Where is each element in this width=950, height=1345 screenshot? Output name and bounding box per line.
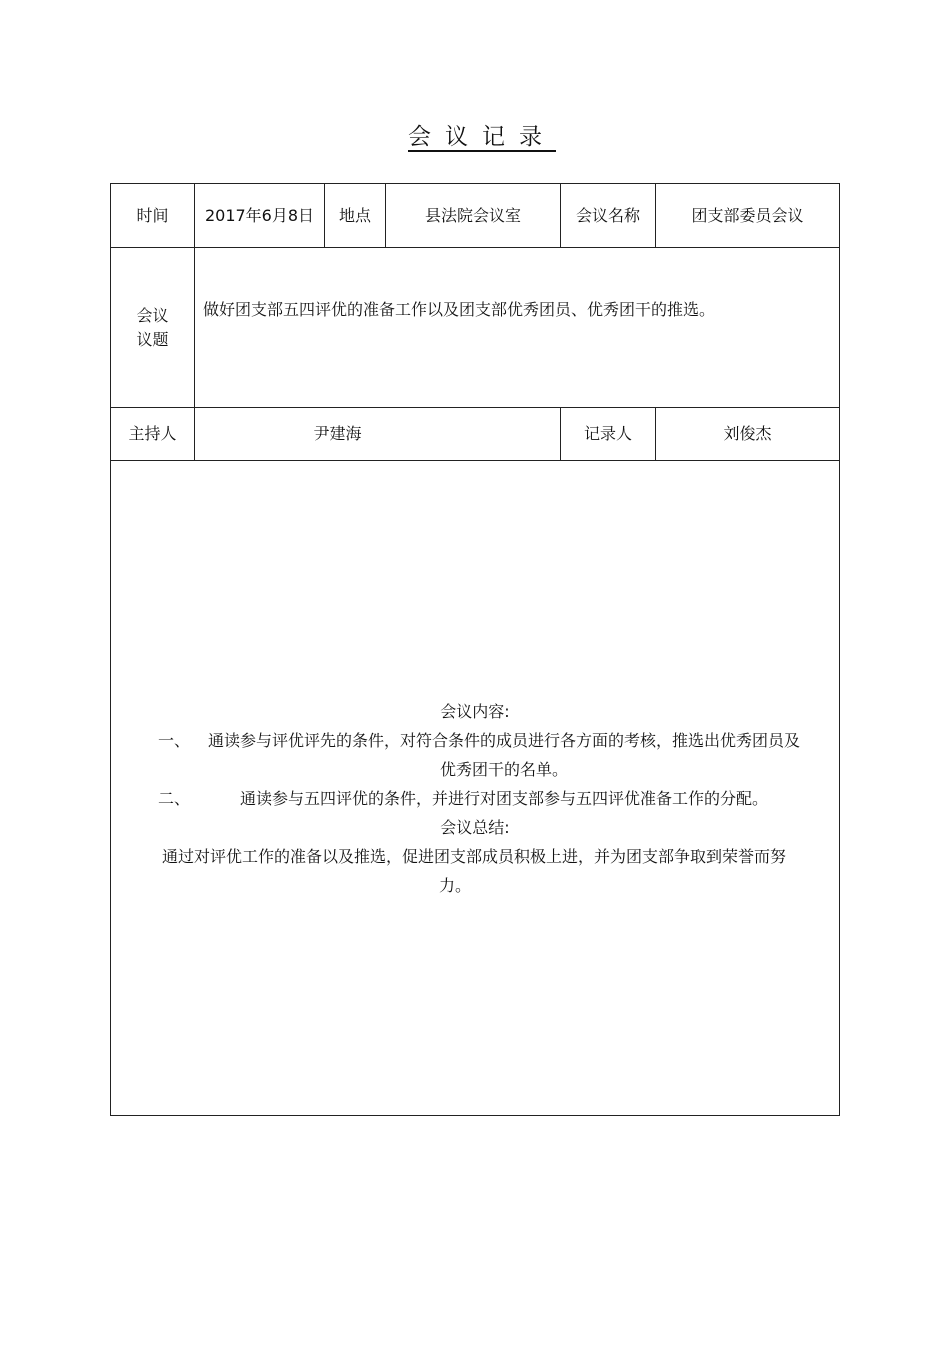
meeting-name-label: 会议名称	[561, 184, 656, 248]
place-value: 县法院会议室	[386, 184, 561, 248]
table-row	[111, 461, 840, 1116]
table-row	[111, 408, 840, 461]
recorder-value: 刘俊杰	[656, 408, 840, 461]
list-item-text: 通读参与五四评优的条件，并进行对团支部参与五四评优准备工作的分配。	[239, 788, 768, 808]
topic-value-text: 做好团支部五四评优的准备工作以及团支部优秀团员、优秀团干的推选。	[203, 299, 716, 319]
table-row	[111, 184, 840, 248]
host-value: 尹建海	[195, 408, 561, 461]
place-label: 地点	[325, 184, 386, 248]
list-item	[119, 726, 831, 784]
time-value: 2017年6月8日	[195, 184, 325, 248]
list-item	[119, 784, 831, 813]
list-item-number: 二、	[157, 788, 190, 808]
host-label: 主持人	[111, 408, 195, 461]
topic-label-line2: 议题	[136, 329, 169, 349]
topic-value	[195, 248, 840, 408]
content-heading: 会议内容:	[440, 701, 510, 721]
recorder-label: 记录人	[561, 408, 656, 461]
summary-text: 通过对评优工作的准备以及推选，促进团支部成员积极上进，并为团支部争取到荣誉而努力。	[161, 846, 786, 895]
list-item-number: 一、	[157, 730, 190, 750]
document-title-text: 会议记录	[408, 124, 556, 150]
meeting-name-value: 团支部委员会议	[656, 184, 840, 248]
table-row	[111, 248, 840, 408]
list-item-text: 通读参与评优评先的条件，对符合条件的成员进行各方面的考核，推选出优秀团员及优秀团干的名单。	[207, 730, 800, 779]
time-label: 时间	[111, 184, 195, 248]
topic-label	[111, 248, 195, 408]
content-cell	[111, 461, 840, 1116]
content-box	[111, 677, 839, 900]
meeting-record-table	[110, 183, 840, 1116]
topic-label-line1: 会议	[136, 305, 169, 325]
document-title	[0, 118, 950, 151]
summary-heading: 会议总结:	[440, 817, 510, 837]
